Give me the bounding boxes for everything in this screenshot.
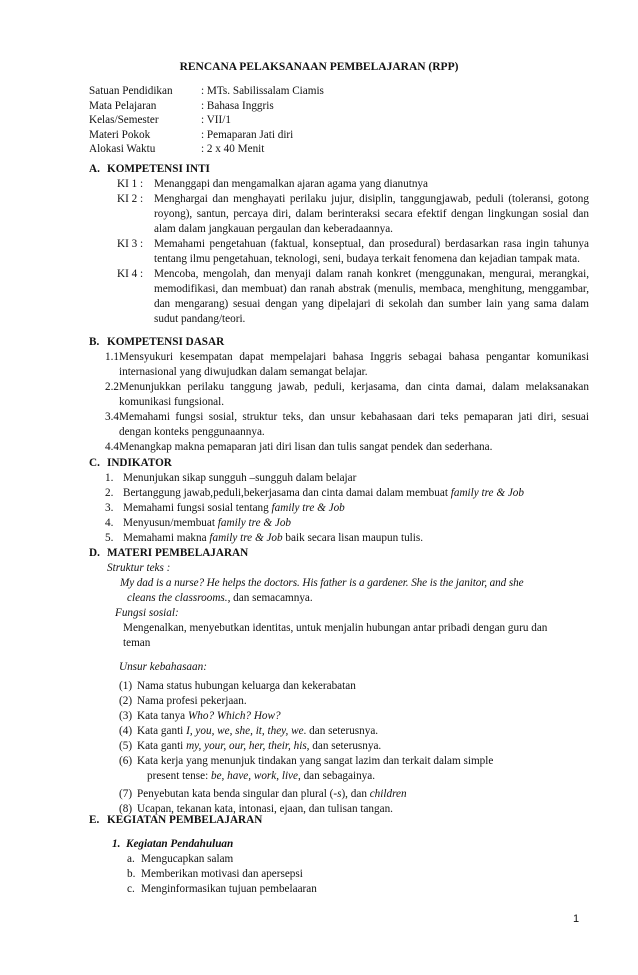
unsur-item: (8) Ucapan, tekanan kata, intonasi, ejaan, dan tulisan tangan. [119,803,393,815]
kd-item: 4.4 Menangkap makna pemaparan jati diri lisan dan tulis sangat pendek dan sederhana. [105,441,493,453]
struktur-label: Struktur teks : [107,562,171,574]
ki-item: KI 2 : Menghargai dan menghayati perilaku jujur, disiplin, tanggungjawab, peduli (toleransi, gotong royong), santun, percaya diri, dalam berinteraksi secara efektif dengan lingkungan sosial dan alam dalam jangkauan pergaulan dan keberadaannya. [117,193,589,235]
indicator-item: 3. Memahami fungsi sosial tentang family tre & Job [105,502,345,514]
unsur-item: (2) Nama profesi pekerjaan. [119,695,247,707]
unsur-item: (5) Kata ganti my, your, our, her, their, his, dan seterusnya. [119,740,382,752]
ki-item: KI 1 : Menanggapi dan mengamalkan ajaran agama yang dianutnya [117,178,428,190]
ki-item: KI 4 : Mencoba, mengolah, dan menyaji dalam ranah konkret (menggunakan, mengurai, merangkai, memodifikasi, dan membuat) dan ranah abstrak (menulis, membaca, menghitung, menggambar, dan mengarang) sesuai dengan yang dipelajari di sekolah dan sumber lain yang sama dalam sudut pandang/teori. [117,268,589,325]
fungsi-label: Fungsi sosial: [115,607,179,619]
unsur-item: (3) Kata tanya Who? Which? How? [119,710,281,722]
unsur-item-continuation: present tense: be, have, work, live, dan sebagainya. [147,770,376,782]
struktur-text-line2: cleans the classrooms., dan semacamnya. [127,592,313,604]
identity-row: Materi Pokok : Pemaparan Jati diri [89,128,294,141]
ki-item: KI 3 : Memahami pengetahuan (faktual, konseptual, dan prosedural) berdasarkan rasa ingin tahunya tentang ilmu pengetahuan, teknologi, seni, budaya terkait fenomena dan kejadian tampak mata. [117,238,589,265]
kd-item: 3.4 Memahami fungsi sosial, struktur teks, dan unsur kebahasaan dari teks pemaparan jati diri, sesuai dengan konteks penggunaannya. [105,411,589,438]
fungsi-text-line2: teman [123,637,151,649]
list-item: b. Memberikan motivasi dan apersepsi [127,868,303,880]
section-heading: A. KOMPETENSI INTI [89,163,210,175]
unsur-item: (7) Penyebutan kata benda singular dan plural (-s), dan children [119,788,407,800]
section-heading: E. KEGIATAN PEMBELAJARAN [89,814,263,826]
kd-item: 1.1 Mensyukuri kesempatan dapat mempelajari bahasa Inggris sebagai bahasa pengantar komunikasi internasional yang diwujudkan dalam semangat belajar. [105,351,589,378]
identity-row: Alokasi Waktu : 2 x 40 Menit [89,143,265,156]
list-item: a. Mengucapkan salam [127,853,234,865]
indicator-item: 2. Bertanggung jawab,peduli,bekerjasama dan cinta damai dalam membuat family tre & Job [105,487,524,499]
document-title: RENCANA PELAKSANAAN PEMBELAJARAN (RPP) [179,61,459,73]
indicator-item: 5. Memahami makna family tre & Job baik secara lisan maupun tulis. [105,532,424,544]
indicator-item: 4. Menyusun/membuat family tre & Job [105,517,292,529]
list-item: c. Menginformasikan tujuan pembelaaran [127,883,317,895]
struktur-text-line1: My dad is a nurse? He helps the doctors. His father is a gardener. She is the janitor, and she [120,577,524,589]
kegiatan-list [89,852,589,897]
fungsi-text-line1: Mengenalkan, menyebutkan identitas, untuk menjalin hubungan antar pribadi dengan guru dan [123,622,548,634]
section-heading: C. INDIKATOR [89,457,172,469]
section-kompetensi-inti [89,162,589,327]
unsur-list [89,679,609,817]
section-materi [89,546,589,561]
identity-row: Mata Pelajaran : Bahasa Inggris [89,99,274,112]
kd-item: 2.2 Menunjukkan perilaku tanggung jawab, peduli, kerjasama, dan cinta damai, dalam melaksanakan komunikasi fungsional. [105,381,589,408]
section-heading: D. MATERI PEMBELAJARAN [89,547,249,559]
section-heading: B. KOMPETENSI DASAR [89,336,225,348]
section-kompetensi-dasar [89,335,589,455]
identity-row: Kelas/Semester : VII/1 [89,114,231,127]
indicator-item: 1. Menunjukan sikap sungguh –sungguh dalam belajar [105,472,357,484]
section-indikator [89,456,589,546]
unsur-label: Unsur kebahasaan: [119,661,207,673]
identity-row: Satuan Pendidikan : MTs. Sabilissalam Ciamis [89,85,324,97]
unsur-item: (1) Nama status hubungan keluarga dan kekerabatan [119,680,356,692]
unsur-item: (4) Kata ganti I, you, we, she, it, they, we. dan seterusnya. [119,725,379,737]
subsection-heading: 1. Kegiatan Pendahuluan [112,838,234,850]
section-kegiatan [89,813,589,828]
identity-block [89,84,324,157]
unsur-item: (6) Kata kerja yang menunjuk tindakan yang sangat lazim dan terkait dalam simple [119,755,494,767]
page-number: 1 [573,913,580,925]
